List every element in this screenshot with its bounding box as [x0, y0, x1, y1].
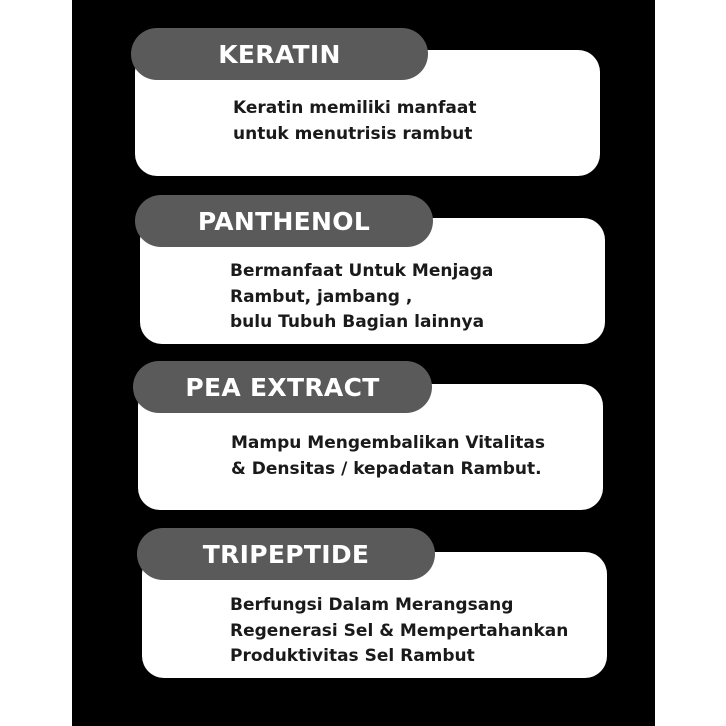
- ingredient-description: [231, 431, 545, 482]
- description-line: Produktivitas Sel Rambut: [230, 646, 475, 666]
- ingredient-description: [233, 96, 476, 147]
- ingredient-tab-pea-extract: [133, 361, 432, 413]
- description-line: Keratin memiliki manfaat: [233, 98, 477, 118]
- ingredient-tab-panthenol: [135, 195, 433, 247]
- description-line: Mampu Mengembalikan Vitalitas: [231, 433, 546, 453]
- description-line: Rambut, jambang ,: [230, 286, 413, 307]
- ingredient-tab-tripeptide: [137, 528, 435, 580]
- ingredient-tab-keratin: [131, 28, 428, 80]
- description-line: & Densitas / kepadatan Rambut.: [231, 458, 542, 479]
- description-line: bulu Tubuh Bagian lainnya: [230, 312, 485, 332]
- ingredient-description: [230, 593, 568, 670]
- ingredient-title: KERATIN: [218, 39, 341, 69]
- ingredient-description: [230, 259, 493, 336]
- description-line: untuk menutrisis rambut: [233, 123, 473, 144]
- ingredient-title: PANTHENOL: [197, 206, 371, 236]
- ingredient-title: PEA EXTRACT: [185, 372, 380, 402]
- description-line: Berfungsi Dalam Merangsang: [230, 595, 514, 615]
- description-line: Regenerasi Sel & Mempertahankan: [230, 620, 569, 641]
- description-line: Bermanfaat Untuk Menjaga: [230, 261, 494, 281]
- ingredient-title: TRIPEPTIDE: [202, 539, 370, 569]
